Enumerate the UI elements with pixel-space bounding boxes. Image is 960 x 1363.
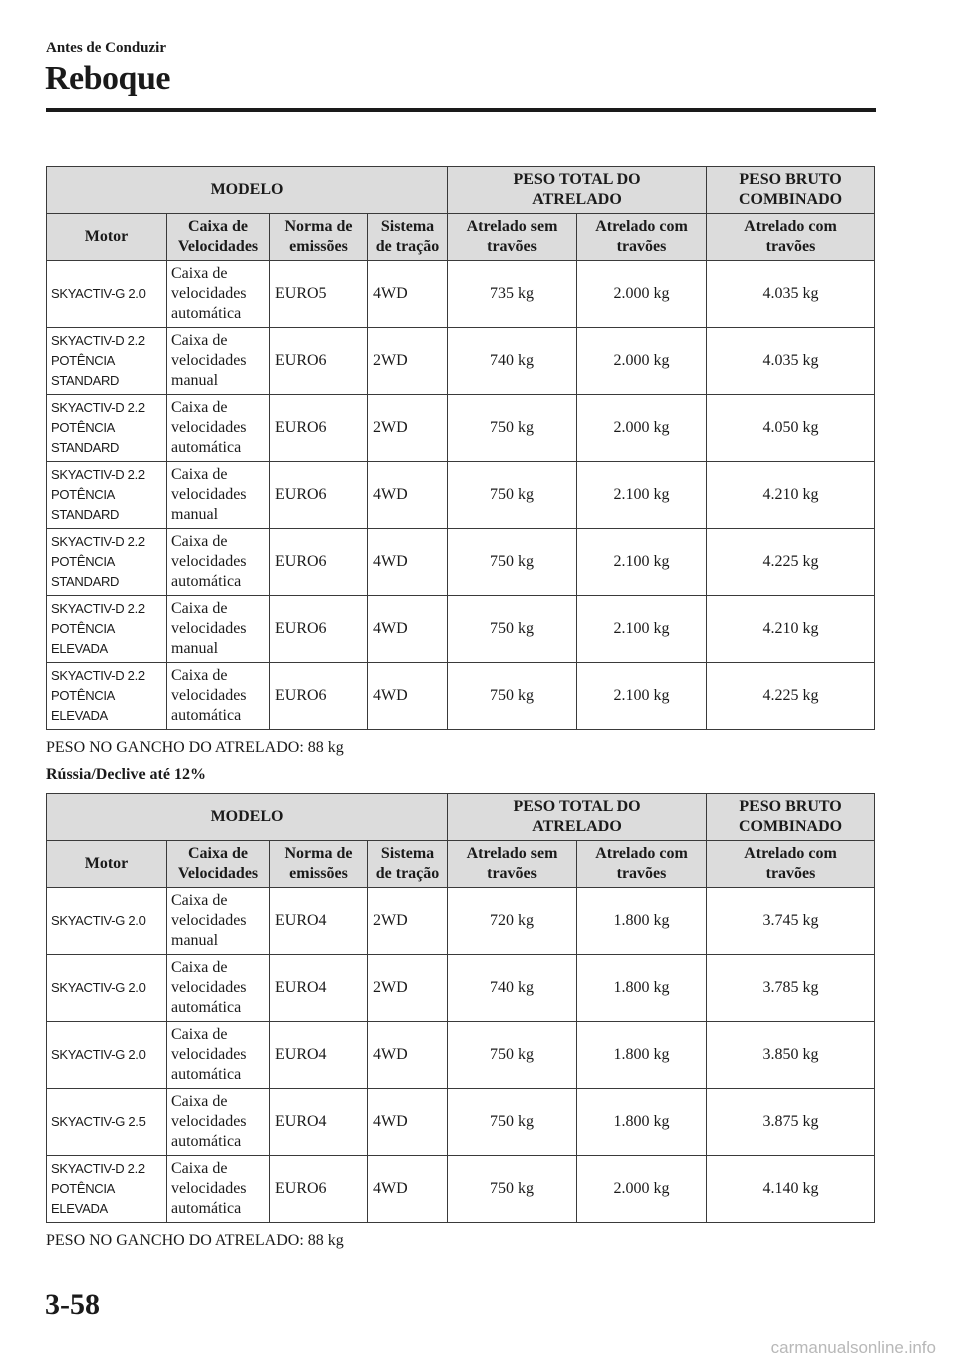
header-peso-total: PESO TOTAL DO ATRELADO bbox=[448, 167, 707, 214]
cell-caixa-line: velocidades bbox=[171, 687, 247, 704]
cell-caixa-line: velocidades bbox=[171, 620, 247, 637]
cell-motor-line: STANDARD bbox=[51, 373, 120, 388]
cell-com-travoes: 1.800 kg bbox=[577, 955, 707, 1022]
cell-motor bbox=[47, 328, 167, 395]
cell-caixa bbox=[167, 261, 270, 328]
cell-tracao: 2WD bbox=[368, 955, 448, 1022]
cell-caixa-line: Caixa de bbox=[171, 533, 228, 550]
cell-motor-line: ELEVADA bbox=[51, 708, 108, 723]
cell-motor-line: POTÊNCIA bbox=[51, 353, 116, 368]
header-modelo: MODELO bbox=[47, 794, 448, 841]
cell-caixa-line: Caixa de bbox=[171, 600, 228, 617]
cell-motor bbox=[47, 1022, 167, 1089]
cell-caixa-line: automática bbox=[171, 1200, 242, 1217]
cell-sem-travoes: 735 kg bbox=[448, 261, 577, 328]
table-row bbox=[47, 529, 875, 596]
cell-caixa-line: velocidades bbox=[171, 912, 247, 929]
table-row bbox=[47, 395, 875, 462]
towing-table-standard bbox=[46, 166, 875, 730]
cell-norma: EURO6 bbox=[270, 462, 368, 529]
cell-caixa-line: velocidades bbox=[171, 486, 247, 503]
cell-motor-line: POTÊNCIA bbox=[51, 487, 116, 502]
cell-caixa-line: automática bbox=[171, 707, 242, 724]
cell-tracao: 4WD bbox=[368, 1022, 448, 1089]
cell-com-travoes: 1.800 kg bbox=[577, 888, 707, 955]
cell-tracao: 4WD bbox=[368, 529, 448, 596]
cell-sem-travoes: 750 kg bbox=[448, 1022, 577, 1089]
cell-caixa bbox=[167, 462, 270, 529]
cell-caixa-line: velocidades bbox=[171, 419, 247, 436]
cell-caixa-line: Caixa de bbox=[171, 399, 228, 416]
watermark: carmanualsonline.info bbox=[770, 1338, 936, 1357]
cell-motor-line: ELEVADA bbox=[51, 641, 108, 656]
header-modelo: MODELO bbox=[47, 167, 448, 214]
cell-norma: EURO6 bbox=[270, 663, 368, 730]
cell-peso-bruto: 4.035 kg bbox=[707, 328, 875, 395]
cell-caixa-line: manual bbox=[171, 932, 219, 949]
cell-motor-line: SKYACTIV-D 2.2 bbox=[51, 400, 145, 415]
table1-body bbox=[47, 261, 875, 730]
cell-motor bbox=[47, 1156, 167, 1223]
cell-com-travoes: 2.100 kg bbox=[577, 529, 707, 596]
cell-motor-line: SKYACTIV-D 2.2 bbox=[51, 601, 145, 616]
cell-peso-bruto: 4.225 kg bbox=[707, 529, 875, 596]
cell-caixa bbox=[167, 596, 270, 663]
cell-motor bbox=[47, 888, 167, 955]
cell-tracao: 2WD bbox=[368, 328, 448, 395]
header-norma: Norma de emissões bbox=[270, 841, 368, 888]
cell-sem-travoes: 750 kg bbox=[448, 596, 577, 663]
table-row bbox=[47, 888, 875, 955]
section-label: Antes de Conduzir bbox=[46, 40, 167, 56]
cell-sem-travoes: 750 kg bbox=[448, 529, 577, 596]
cell-com-travoes: 1.800 kg bbox=[577, 1022, 707, 1089]
cell-caixa-line: manual bbox=[171, 640, 219, 657]
section-subheading-russia: Rússia/Declive até 12% bbox=[46, 766, 206, 783]
cell-caixa-line: automática bbox=[171, 1133, 242, 1150]
cell-norma: EURO6 bbox=[270, 328, 368, 395]
cell-com-travoes: 2.100 kg bbox=[577, 462, 707, 529]
table2-body bbox=[47, 888, 875, 1223]
cell-com-travoes: 2.000 kg bbox=[577, 261, 707, 328]
cell-norma: EURO6 bbox=[270, 395, 368, 462]
cell-tracao: 4WD bbox=[368, 1089, 448, 1156]
cell-caixa bbox=[167, 888, 270, 955]
cell-caixa-line: automática bbox=[171, 1066, 242, 1083]
cell-com-travoes: 1.800 kg bbox=[577, 1089, 707, 1156]
cell-tracao: 2WD bbox=[368, 888, 448, 955]
cell-motor bbox=[47, 261, 167, 328]
cell-motor-line: POTÊNCIA bbox=[51, 420, 116, 435]
cell-caixa-line: automática bbox=[171, 999, 242, 1016]
cell-caixa-line: automática bbox=[171, 439, 242, 456]
cell-caixa bbox=[167, 955, 270, 1022]
cell-tracao: 4WD bbox=[368, 261, 448, 328]
hitch-weight-note-2: PESO NO GANCHO DO ATRELADO: 88 kg bbox=[46, 1232, 344, 1249]
cell-norma: EURO4 bbox=[270, 1022, 368, 1089]
cell-caixa-line: Caixa de bbox=[171, 1093, 228, 1110]
cell-caixa-line: velocidades bbox=[171, 352, 247, 369]
cell-norma: EURO6 bbox=[270, 596, 368, 663]
table-row bbox=[47, 328, 875, 395]
cell-caixa-line: Caixa de bbox=[171, 667, 228, 684]
header-sem-travoes: Atrelado sem travões bbox=[448, 841, 577, 888]
cell-peso-bruto: 4.140 kg bbox=[707, 1156, 875, 1223]
cell-norma: EURO4 bbox=[270, 1089, 368, 1156]
cell-caixa bbox=[167, 1089, 270, 1156]
cell-motor-line: SKYACTIV-D 2.2 bbox=[51, 467, 145, 482]
cell-caixa-line: velocidades bbox=[171, 979, 247, 996]
cell-tracao: 4WD bbox=[368, 1156, 448, 1223]
cell-norma: EURO6 bbox=[270, 1156, 368, 1223]
cell-caixa-line: Caixa de bbox=[171, 959, 228, 976]
cell-caixa-line: automática bbox=[171, 573, 242, 590]
cell-motor bbox=[47, 1089, 167, 1156]
cell-norma: EURO4 bbox=[270, 888, 368, 955]
cell-motor-line: POTÊNCIA bbox=[51, 688, 116, 703]
cell-caixa-line: Caixa de bbox=[171, 265, 228, 282]
cell-sem-travoes: 750 kg bbox=[448, 395, 577, 462]
cell-motor-line: SKYACTIV-D 2.2 bbox=[51, 668, 145, 683]
cell-com-travoes: 2.000 kg bbox=[577, 1156, 707, 1223]
table-row bbox=[47, 1156, 875, 1223]
towing-table-russia bbox=[46, 793, 875, 1223]
cell-motor-line: POTÊNCIA bbox=[51, 621, 116, 636]
cell-caixa-line: velocidades bbox=[171, 1046, 247, 1063]
cell-com-travoes: 2.100 kg bbox=[577, 663, 707, 730]
table-row bbox=[47, 596, 875, 663]
header-peso-bruto: PESO BRUTO COMBINADO bbox=[707, 794, 875, 841]
cell-motor-line: ELEVADA bbox=[51, 1201, 108, 1216]
cell-sem-travoes: 740 kg bbox=[448, 328, 577, 395]
table-row bbox=[47, 1022, 875, 1089]
cell-norma: EURO5 bbox=[270, 261, 368, 328]
cell-motor-line: STANDARD bbox=[51, 440, 120, 455]
table-row bbox=[47, 261, 875, 328]
table-row bbox=[47, 955, 875, 1022]
table-header-row bbox=[47, 167, 875, 214]
header-caixa: Caixa de Velocidades bbox=[167, 841, 270, 888]
table-header-row bbox=[47, 794, 875, 841]
cell-peso-bruto: 3.850 kg bbox=[707, 1022, 875, 1089]
header-com-travoes-bruto: Atrelado com travões bbox=[707, 214, 875, 261]
header-caixa: Caixa de Velocidades bbox=[167, 214, 270, 261]
table-subheader-row bbox=[47, 841, 875, 888]
cell-motor bbox=[47, 663, 167, 730]
header-com-travoes: Atrelado com travões bbox=[577, 841, 707, 888]
cell-caixa-line: automática bbox=[171, 305, 242, 322]
cell-motor-line: SKYACTIV-G 2.0 bbox=[51, 913, 146, 928]
header-motor: Motor bbox=[47, 214, 167, 261]
cell-sem-travoes: 750 kg bbox=[448, 462, 577, 529]
header-sistema: Sistema de tração bbox=[368, 841, 448, 888]
cell-peso-bruto: 4.210 kg bbox=[707, 462, 875, 529]
cell-motor-line: SKYACTIV-D 2.2 bbox=[51, 333, 145, 348]
cell-tracao: 4WD bbox=[368, 462, 448, 529]
table-row bbox=[47, 663, 875, 730]
header-com-travoes-bruto: Atrelado com travões bbox=[707, 841, 875, 888]
cell-motor bbox=[47, 395, 167, 462]
cell-motor-line: POTÊNCIA bbox=[51, 1181, 116, 1196]
cell-com-travoes: 2.000 kg bbox=[577, 328, 707, 395]
cell-caixa bbox=[167, 328, 270, 395]
header-com-travoes: Atrelado com travões bbox=[577, 214, 707, 261]
cell-motor-line: SKYACTIV-G 2.0 bbox=[51, 980, 146, 995]
page-number: 3-58 bbox=[45, 1288, 100, 1321]
cell-caixa-line: Caixa de bbox=[171, 1026, 228, 1043]
cell-motor-line: SKYACTIV-G 2.0 bbox=[51, 1047, 146, 1062]
cell-peso-bruto: 4.225 kg bbox=[707, 663, 875, 730]
page-title: Reboque bbox=[45, 60, 170, 97]
cell-caixa-line: manual bbox=[171, 506, 219, 523]
cell-peso-bruto: 3.785 kg bbox=[707, 955, 875, 1022]
cell-caixa-line: manual bbox=[171, 372, 219, 389]
cell-caixa bbox=[167, 663, 270, 730]
hitch-weight-note-1: PESO NO GANCHO DO ATRELADO: 88 kg bbox=[46, 739, 344, 756]
table-row bbox=[47, 462, 875, 529]
header-motor: Motor bbox=[47, 841, 167, 888]
cell-caixa-line: Caixa de bbox=[171, 332, 228, 349]
cell-caixa-line: velocidades bbox=[171, 285, 247, 302]
cell-sem-travoes: 750 kg bbox=[448, 663, 577, 730]
cell-motor-line: POTÊNCIA bbox=[51, 554, 116, 569]
cell-motor-line: SKYACTIV-D 2.2 bbox=[51, 534, 145, 549]
title-rule bbox=[46, 108, 876, 112]
cell-motor bbox=[47, 955, 167, 1022]
cell-com-travoes: 2.100 kg bbox=[577, 596, 707, 663]
cell-tracao: 2WD bbox=[368, 395, 448, 462]
cell-tracao: 4WD bbox=[368, 596, 448, 663]
cell-sem-travoes: 750 kg bbox=[448, 1156, 577, 1223]
cell-caixa-line: Caixa de bbox=[171, 1160, 228, 1177]
cell-sem-travoes: 750 kg bbox=[448, 1089, 577, 1156]
cell-motor-line: STANDARD bbox=[51, 507, 120, 522]
cell-motor-line: STANDARD bbox=[51, 574, 120, 589]
cell-motor bbox=[47, 529, 167, 596]
cell-caixa bbox=[167, 1156, 270, 1223]
cell-motor-line: SKYACTIV-G 2.0 bbox=[51, 286, 146, 301]
cell-peso-bruto: 4.035 kg bbox=[707, 261, 875, 328]
cell-peso-bruto: 3.875 kg bbox=[707, 1089, 875, 1156]
cell-caixa bbox=[167, 395, 270, 462]
cell-caixa-line: velocidades bbox=[171, 553, 247, 570]
header-sem-travoes: Atrelado sem travões bbox=[448, 214, 577, 261]
cell-caixa-line: Caixa de bbox=[171, 892, 228, 909]
cell-motor-line: SKYACTIV-G 2.5 bbox=[51, 1114, 146, 1129]
cell-motor bbox=[47, 596, 167, 663]
cell-sem-travoes: 720 kg bbox=[448, 888, 577, 955]
cell-com-travoes: 2.000 kg bbox=[577, 395, 707, 462]
cell-motor bbox=[47, 462, 167, 529]
cell-norma: EURO6 bbox=[270, 529, 368, 596]
table-subheader-row bbox=[47, 214, 875, 261]
header-peso-bruto: PESO BRUTO COMBINADO bbox=[707, 167, 875, 214]
cell-motor-line: SKYACTIV-D 2.2 bbox=[51, 1161, 145, 1176]
cell-sem-travoes: 740 kg bbox=[448, 955, 577, 1022]
cell-tracao: 4WD bbox=[368, 663, 448, 730]
cell-peso-bruto: 3.745 kg bbox=[707, 888, 875, 955]
cell-caixa-line: velocidades bbox=[171, 1180, 247, 1197]
header-sistema: Sistema de tração bbox=[368, 214, 448, 261]
cell-peso-bruto: 4.210 kg bbox=[707, 596, 875, 663]
header-peso-total: PESO TOTAL DO ATRELADO bbox=[448, 794, 707, 841]
cell-norma: EURO4 bbox=[270, 955, 368, 1022]
cell-caixa bbox=[167, 529, 270, 596]
cell-caixa-line: velocidades bbox=[171, 1113, 247, 1130]
cell-caixa-line: Caixa de bbox=[171, 466, 228, 483]
cell-peso-bruto: 4.050 kg bbox=[707, 395, 875, 462]
header-norma: Norma de emissões bbox=[270, 214, 368, 261]
cell-caixa bbox=[167, 1022, 270, 1089]
table-row bbox=[47, 1089, 875, 1156]
